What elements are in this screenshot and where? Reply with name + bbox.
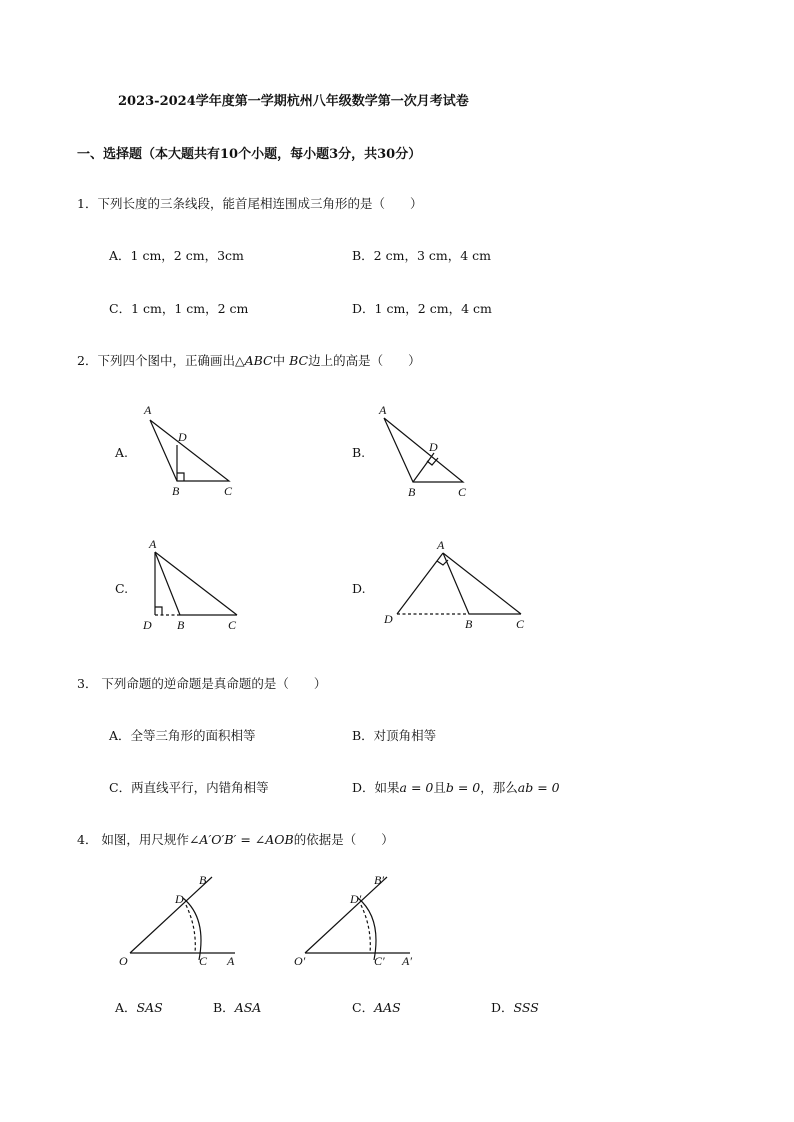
question-1-stem: 1．下列长度的三条线段，能首尾相连围成三角形的是（ ） — [77, 196, 423, 211]
svg-text:A: A — [149, 537, 157, 551]
svg-text:D: D — [384, 612, 393, 626]
q2-figure-a — [140, 400, 250, 505]
svg-text:D: D — [178, 430, 187, 444]
svg-text:O: O — [119, 954, 128, 968]
q2-figure-b — [375, 400, 485, 505]
question-2-option-a[interactable]: A. — [115, 445, 129, 460]
question-3-option-a[interactable]: A．全等三角形的面积相等 — [109, 728, 256, 743]
question-4-option-a[interactable]: A．SAS — [115, 1000, 163, 1015]
svg-text:D′: D′ — [350, 892, 362, 906]
question-3-option-c[interactable]: C．两直线平行，内错角相等 — [109, 780, 269, 795]
svg-text:C: C — [516, 617, 525, 631]
question-4-option-b[interactable]: B．ASA — [213, 1000, 262, 1015]
svg-text:B: B — [177, 618, 185, 632]
question-1-option-a[interactable]: A．1 cm，2 cm，3cm — [109, 248, 244, 263]
svg-text:B: B — [465, 617, 473, 631]
question-2-stem: 2．下列四个图中，正确画出△ABC中 BC边上的高是（ ） — [77, 353, 421, 368]
q2-figure-d — [380, 535, 530, 635]
q4-figure-aob — [115, 870, 250, 975]
question-4-option-d[interactable]: D．SSS — [491, 1000, 539, 1015]
svg-text:A: A — [227, 954, 235, 968]
svg-text:C: C — [224, 484, 233, 498]
question-4-option-c[interactable]: C．AAS — [352, 1000, 401, 1015]
svg-text:C: C — [458, 485, 467, 499]
question-3-option-d[interactable]: D．如果a = 0且b = 0，那么ab = 0 — [352, 780, 560, 795]
question-1-option-d[interactable]: D．1 cm，2 cm，4 cm — [352, 301, 492, 316]
svg-text:A: A — [437, 538, 445, 552]
svg-text:D: D — [143, 618, 152, 632]
question-2-option-d[interactable]: D. — [352, 581, 366, 596]
question-3-stem: 3． 下列命题的逆命题是真命题的是（ ） — [77, 676, 327, 691]
page-title: 2023-2024学年度第一学期杭州八年级数学第一次月考试卷 — [118, 94, 469, 109]
svg-text:O′: O′ — [294, 954, 306, 968]
svg-text:B′: B′ — [374, 873, 384, 887]
svg-text:C′: C′ — [374, 954, 385, 968]
question-2-option-b[interactable]: B. — [352, 445, 366, 460]
question-1-option-b[interactable]: B．2 cm，3 cm，4 cm — [352, 248, 492, 263]
svg-text:B: B — [172, 484, 180, 498]
q4-figure-aprime-oprime-bprime — [290, 870, 430, 975]
svg-text:A: A — [379, 403, 387, 417]
svg-text:C: C — [228, 618, 237, 632]
svg-text:D: D — [429, 440, 438, 454]
q2-figure-c — [140, 535, 250, 635]
question-1-option-c[interactable]: C．1 cm，1 cm，2 cm — [109, 301, 249, 316]
svg-text:C: C — [199, 954, 208, 968]
question-4-stem: 4． 如图，用尺规作∠A′O′B′ = ∠AOB的依据是（ ） — [77, 832, 394, 847]
svg-text:B: B — [199, 873, 207, 887]
svg-text:A′: A′ — [402, 954, 412, 968]
section-heading: 一、选择题（本大题共有10个小题，每小题3分，共30分） — [77, 147, 422, 162]
svg-text:D: D — [175, 892, 184, 906]
question-3-option-b[interactable]: B．对顶角相等 — [352, 728, 437, 743]
question-2-option-c[interactable]: C. — [115, 581, 129, 596]
svg-text:B: B — [408, 485, 416, 499]
svg-text:A: A — [144, 403, 152, 417]
